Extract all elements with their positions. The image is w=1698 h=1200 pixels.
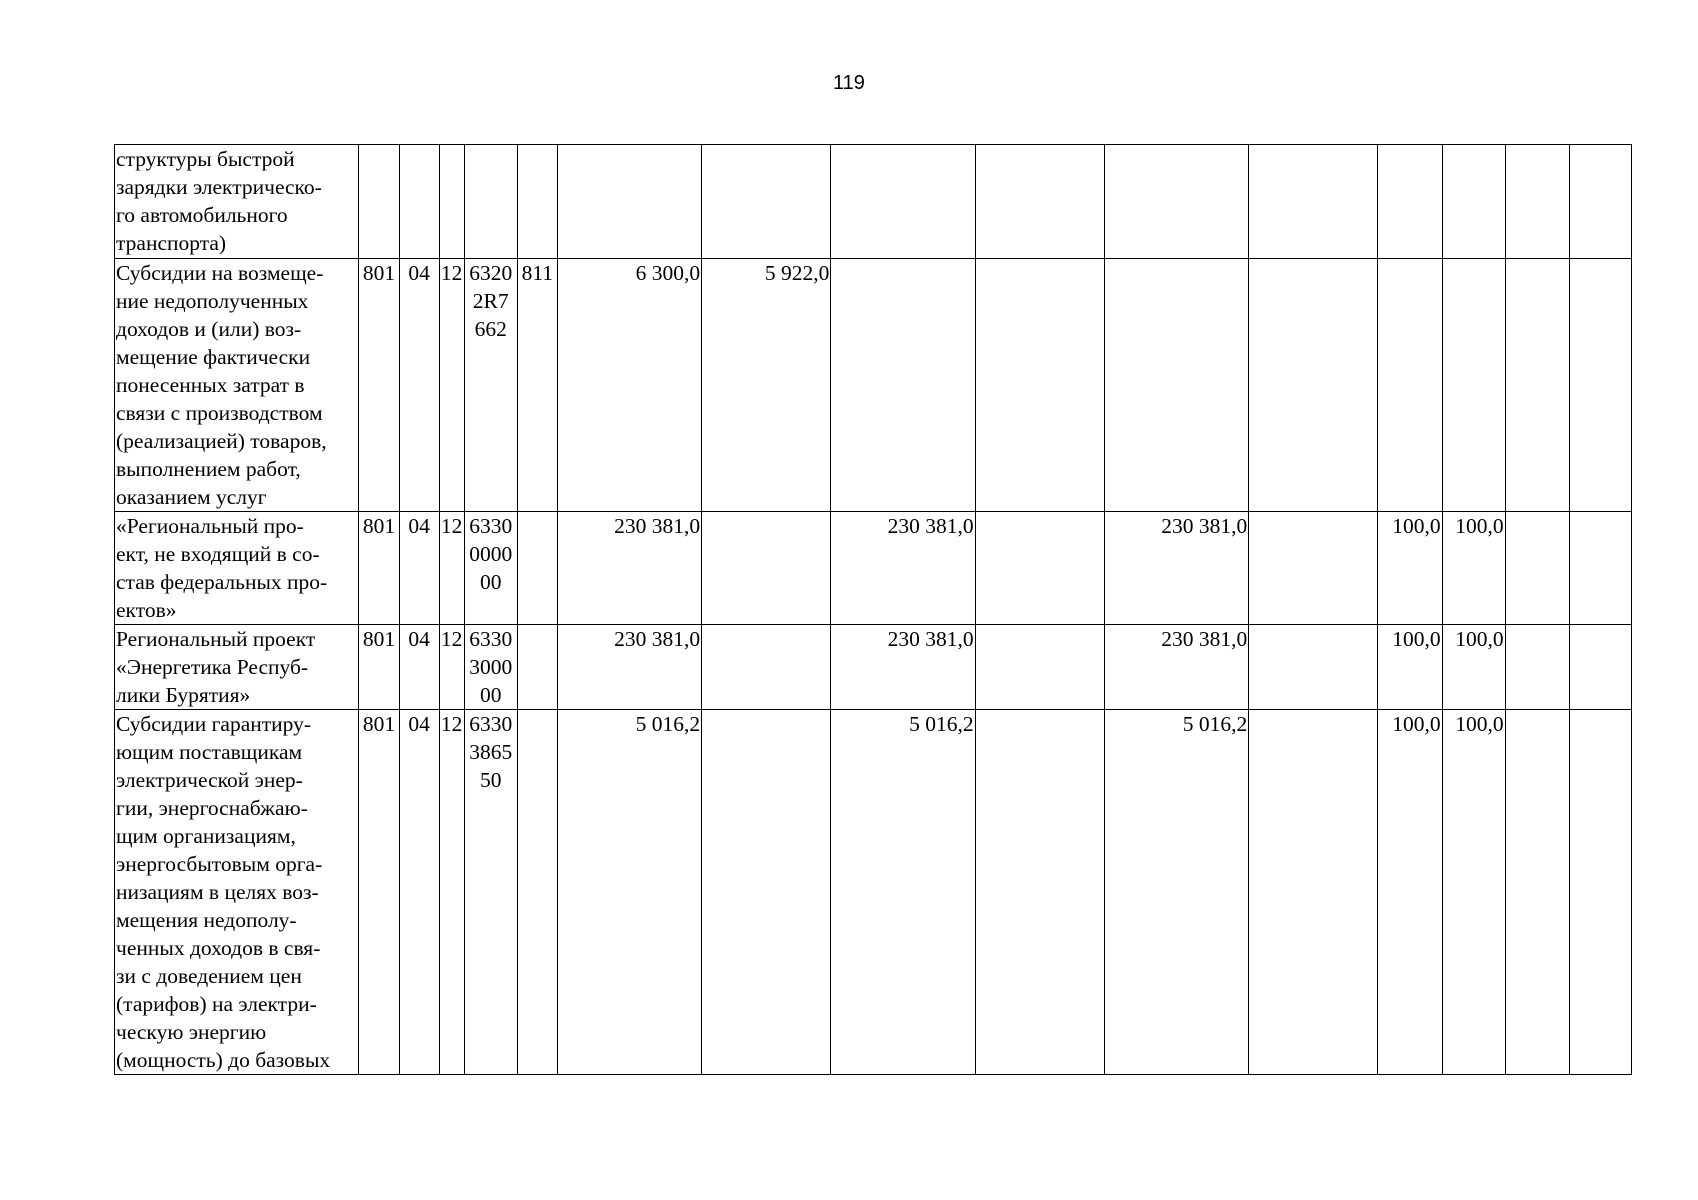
row-name-cell: Субсидии гарантиру- ющим поставщикам электрической энер- гии, энергоснабжаю- щим организациям, энергосбытовым орга- низациям в целях воз- мещения недополу- ченных доходов в свя- зи с доведением цен (тарифов) на электри- ческую энергию (мощность) до базовых: [115, 710, 359, 1075]
amount-plan-cell: 230 381,0: [557, 625, 701, 710]
amount-adjusted-cell: 5 922,0: [702, 259, 831, 512]
percent-total-cell: 100,0: [1378, 512, 1442, 625]
percent-extra-cell: 100,0: [1442, 512, 1505, 625]
amount-federal-adjusted-cell: [975, 259, 1104, 512]
percent-federal-cell: [1505, 145, 1569, 259]
expense-type-cell: 811: [517, 259, 557, 512]
amount-federal-cell: 5 016,2: [831, 710, 975, 1075]
percent-extra-cell: [1442, 259, 1505, 512]
target-article-cell: 6330 3000 00: [464, 625, 517, 710]
percent-total-cell: 100,0: [1378, 625, 1442, 710]
amount-plan-cell: 5 016,2: [557, 710, 701, 1075]
percent-total-cell: 100,0: [1378, 710, 1442, 1075]
percent-extra-2-cell: [1569, 625, 1631, 710]
target-article-cell: 6330 0000 00: [464, 512, 517, 625]
amount-federal-adjusted-cell: [975, 145, 1104, 259]
table-row: [115, 259, 1632, 512]
percent-federal-cell: [1505, 625, 1569, 710]
percent-extra-cell: 100,0: [1442, 625, 1505, 710]
section-code-cell: 04: [399, 710, 439, 1075]
subsection-code-cell: 12: [439, 710, 464, 1075]
table-row: [115, 710, 1632, 1075]
percent-extra-2-cell: [1569, 259, 1631, 512]
ved-code-cell: 801: [359, 710, 399, 1075]
amount-adjusted-cell: [702, 625, 831, 710]
amount-executed-adjusted-cell: [1249, 512, 1378, 625]
percent-federal-cell: [1505, 710, 1569, 1075]
ved-code-cell: 801: [359, 625, 399, 710]
amount-executed-cell: 230 381,0: [1104, 625, 1248, 710]
percent-extra-2-cell: [1569, 512, 1631, 625]
row-name-cell: Региональный проект «Энергетика Респуб- лики Бурятия»: [115, 625, 359, 710]
amount-adjusted-cell: [702, 145, 831, 259]
amount-federal-adjusted-cell: [975, 512, 1104, 625]
amount-federal-adjusted-cell: [975, 710, 1104, 1075]
percent-federal-cell: [1505, 259, 1569, 512]
section-code-cell: [399, 145, 439, 259]
page-number: 119: [833, 72, 865, 94]
amount-adjusted-cell: [702, 710, 831, 1075]
amount-executed-cell: 5 016,2: [1104, 710, 1248, 1075]
amount-executed-adjusted-cell: [1249, 259, 1378, 512]
amount-executed-cell: 230 381,0: [1104, 512, 1248, 625]
percent-total-cell: [1378, 259, 1442, 512]
table-row: [115, 145, 1632, 259]
row-name-cell: Субсидии на возмеще- ние недополученных доходов и (или) воз- мещение фактически понесенных затрат в связи с производством (реализацией) товаров, выполнением работ, оказанием услуг: [115, 259, 359, 512]
ved-code-cell: 801: [359, 259, 399, 512]
budget-table: [114, 144, 1632, 1075]
subsection-code-cell: [439, 145, 464, 259]
amount-plan-cell: [557, 145, 701, 259]
table-row: [115, 625, 1632, 710]
amount-executed-cell: [1104, 259, 1248, 512]
ved-code-cell: 801: [359, 512, 399, 625]
amount-plan-cell: 6 300,0: [557, 259, 701, 512]
percent-federal-cell: [1505, 512, 1569, 625]
amount-federal-cell: 230 381,0: [831, 625, 975, 710]
section-code-cell: 04: [399, 259, 439, 512]
amount-federal-cell: [831, 259, 975, 512]
amount-federal-cell: 230 381,0: [831, 512, 975, 625]
amount-executed-adjusted-cell: [1249, 145, 1378, 259]
table-row: [115, 512, 1632, 625]
subsection-code-cell: 12: [439, 259, 464, 512]
amount-executed-cell: [1104, 145, 1248, 259]
section-code-cell: 04: [399, 625, 439, 710]
amount-adjusted-cell: [702, 512, 831, 625]
target-article-cell: 6330 3865 50: [464, 710, 517, 1075]
expense-type-cell: [517, 710, 557, 1075]
expense-type-cell: [517, 145, 557, 259]
amount-federal-cell: [831, 145, 975, 259]
percent-extra-cell: [1442, 145, 1505, 259]
amount-federal-adjusted-cell: [975, 625, 1104, 710]
amount-plan-cell: 230 381,0: [557, 512, 701, 625]
subsection-code-cell: 12: [439, 625, 464, 710]
percent-extra-cell: 100,0: [1442, 710, 1505, 1075]
section-code-cell: 04: [399, 512, 439, 625]
expense-type-cell: [517, 625, 557, 710]
target-article-cell: [464, 145, 517, 259]
ved-code-cell: [359, 145, 399, 259]
percent-extra-2-cell: [1569, 710, 1631, 1075]
expense-type-cell: [517, 512, 557, 625]
percent-extra-2-cell: [1569, 145, 1631, 259]
percent-total-cell: [1378, 145, 1442, 259]
row-name-cell: структуры быстрой зарядки электрическо- го автомобильного транспорта): [115, 145, 359, 259]
row-name-cell: «Региональный про- ект, не входящий в со- став федеральных про- ектов»: [115, 512, 359, 625]
amount-executed-adjusted-cell: [1249, 625, 1378, 710]
amount-executed-adjusted-cell: [1249, 710, 1378, 1075]
subsection-code-cell: 12: [439, 512, 464, 625]
target-article-cell: 6320 2R7 662: [464, 259, 517, 512]
